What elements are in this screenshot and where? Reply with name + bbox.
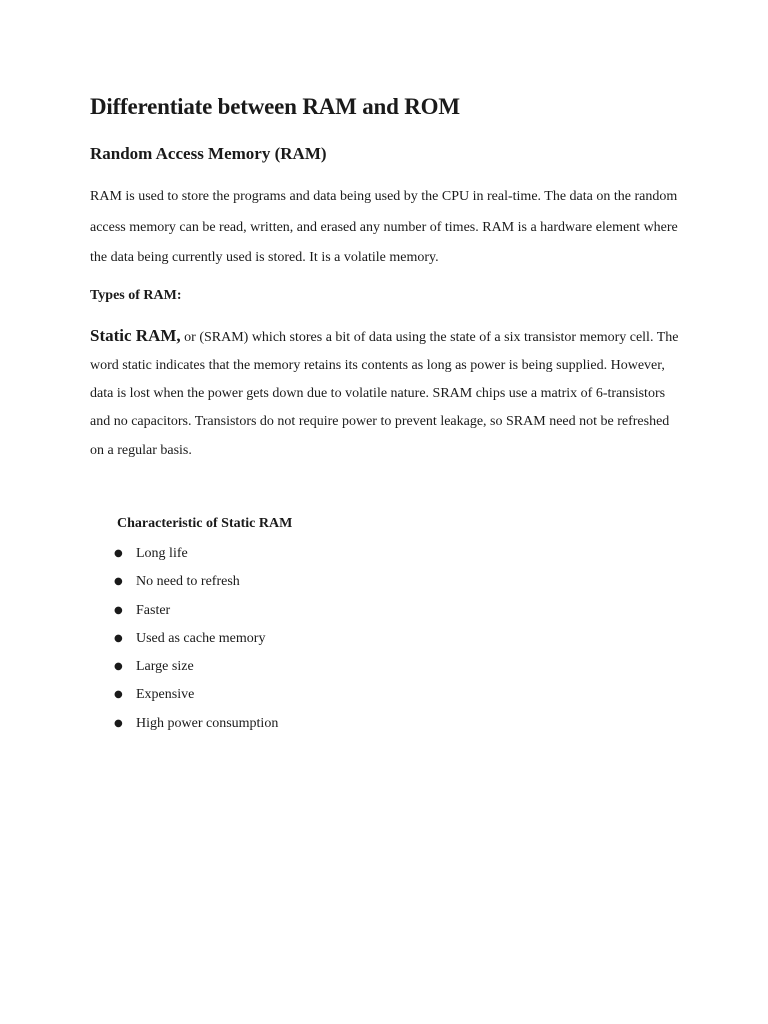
bullet-icon: ● <box>114 717 123 729</box>
list-item <box>114 597 688 625</box>
ram-intro-paragraph: RAM is used to store the programs and data being used by the CPU in real-time. The data on the random access memory can be read, written, and erased any number of times. RAM is a hardware element where the data being currently used is stored. It is a volatile memory. <box>90 189 678 265</box>
list-item-text: No need to refresh <box>136 574 240 590</box>
bullet-icon: ● <box>114 661 123 673</box>
bullet-icon: ● <box>114 632 123 644</box>
list-item <box>114 568 688 596</box>
characteristics-heading: Characteristic of Static RAM <box>117 515 293 531</box>
list-item-text: Large size <box>136 659 194 675</box>
bullet-icon: ● <box>114 576 123 588</box>
bullet-icon: ● <box>114 604 123 616</box>
sram-paragraph <box>90 322 680 465</box>
list-item-text: Expensive <box>136 687 195 703</box>
characteristics-list <box>90 540 688 738</box>
list-item <box>114 540 688 568</box>
list-item-text: High power consumption <box>136 715 279 731</box>
sram-description: or (SRAM) which stores a bit of data using the state of a six transistor memory cell. The word static indicates that the memory retains its contents as long as power is being supplied. However, data is lost when the power gets down due to volatile nature. SRAM chips use a matrix of 6-transistors and no capacitors. Transistors do not require power to prevent leakage, so SRAM need not be refreshed on a regular basis. <box>90 329 679 458</box>
document-title: Differentiate between RAM and ROM <box>90 94 460 119</box>
types-of-ram-heading: Types of RAM: <box>90 287 182 303</box>
list-item-text: Faster <box>136 602 171 618</box>
list-item <box>114 625 688 653</box>
list-item <box>114 710 688 738</box>
list-item <box>114 653 688 681</box>
section-heading-ram: Random Access Memory (RAM) <box>90 144 327 163</box>
sram-term: Static RAM, <box>90 325 181 345</box>
list-item-text: Long life <box>136 545 188 561</box>
bullet-icon: ● <box>114 689 123 701</box>
list-item-text: Used as cache memory <box>136 630 266 646</box>
list-item <box>114 681 688 709</box>
bullet-icon: ● <box>114 547 123 559</box>
